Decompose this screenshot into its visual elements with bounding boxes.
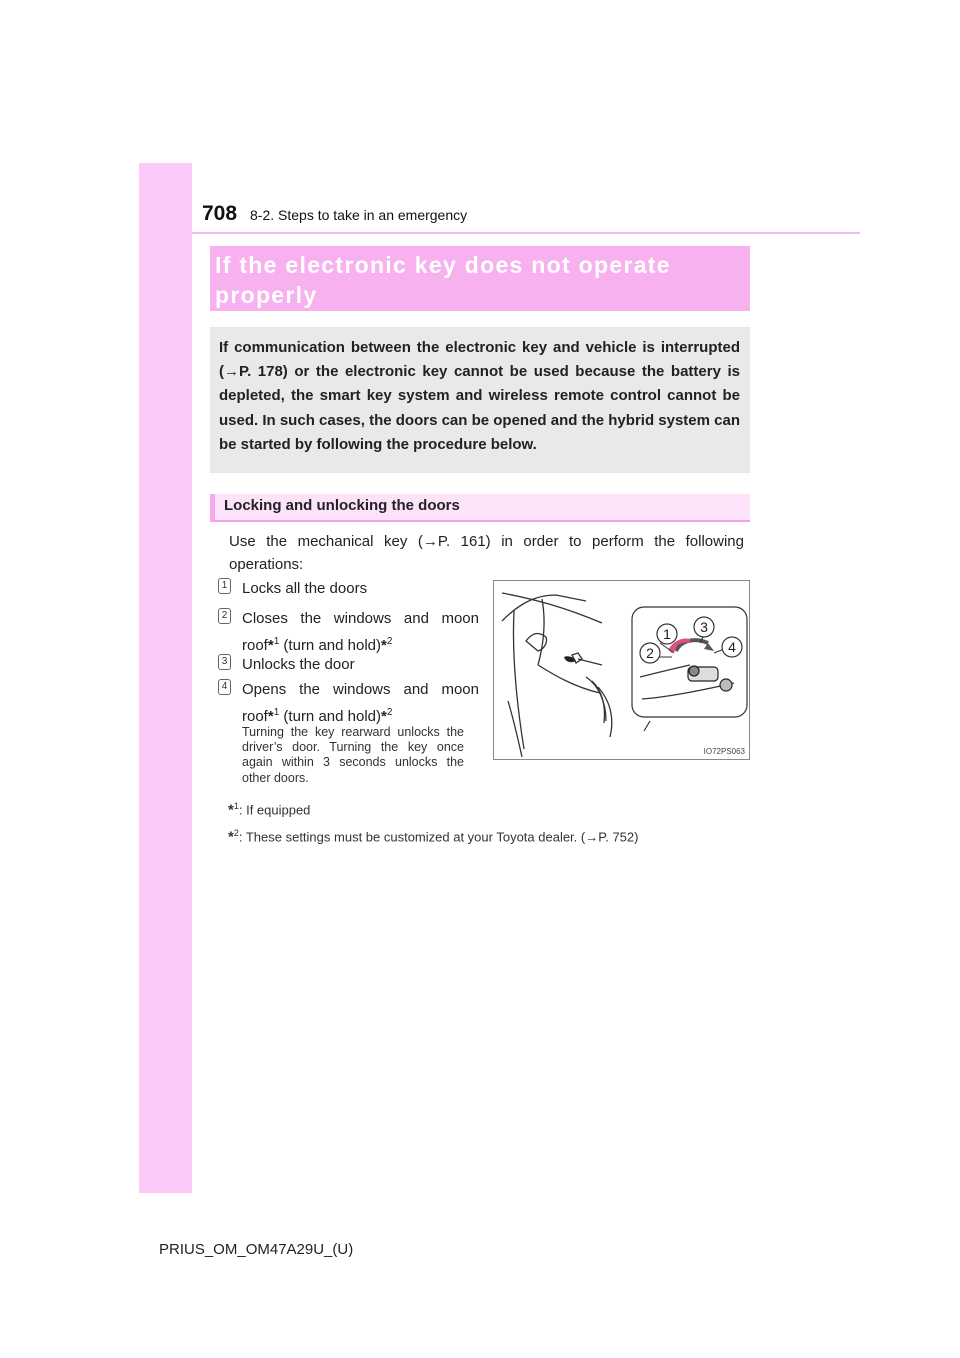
footnote: *$^1$: If equipped	[228, 801, 311, 819]
note-text: Turning the key rearward unlocks the driver’s door. Turning the key once again within 3 seconds unlocks the other doors.	[242, 725, 464, 785]
page-title: If the electronic key does not operate properly	[215, 252, 671, 308]
step-number: 1	[218, 578, 231, 594]
figure-code: IO72PS063	[703, 747, 745, 756]
section-reference: 8-2. Steps to take in an emergency	[250, 207, 468, 223]
footer-doc-id: PRIUS_OM_OM47A29U_(U)	[159, 1241, 354, 1258]
step-text: Unlocks the door	[242, 656, 355, 673]
subsection-heading: Locking and unlocking the doors	[210, 494, 750, 522]
step-number: 2	[218, 608, 231, 624]
side-tab-strip	[139, 163, 192, 1193]
step-text: Closes the windows and moon roof*$^1$ (turn and hold)*$^2$	[242, 610, 479, 654]
callout-1: 1	[663, 626, 671, 642]
car-door-drawing	[494, 581, 749, 759]
callout-2: 2	[646, 645, 654, 661]
intro-box	[210, 327, 750, 473]
step-number: 4	[218, 679, 231, 695]
callout-3: 3	[700, 619, 708, 635]
step-number: 3	[218, 654, 231, 670]
step-text: Opens the windows and moon roof*$^1$ (turn and hold)*$^2$	[242, 681, 479, 725]
title-banner	[210, 246, 750, 311]
door-key-illustration	[493, 580, 750, 760]
body-text: Use the mechanical key (→P. 161) in order to perform the following operations:	[229, 533, 744, 573]
footnote: *$^2$: These settings must be customized at your Toyota dealer. (→P. 752)	[228, 828, 639, 846]
intro-text: If communication between the electronic key and vehicle is interrupted (→P. 178) or the electronic key cannot be used because the battery is depleted, the smart key system and wireless remote control cannot be used. In such cases, the doors can be opened and the hybrid system can be started by following the procedure below.	[219, 339, 740, 453]
callout-4: 4	[728, 639, 736, 655]
header-divider	[192, 232, 860, 234]
page-number: 708	[202, 202, 238, 225]
step-text: Locks all the doors	[242, 580, 368, 597]
